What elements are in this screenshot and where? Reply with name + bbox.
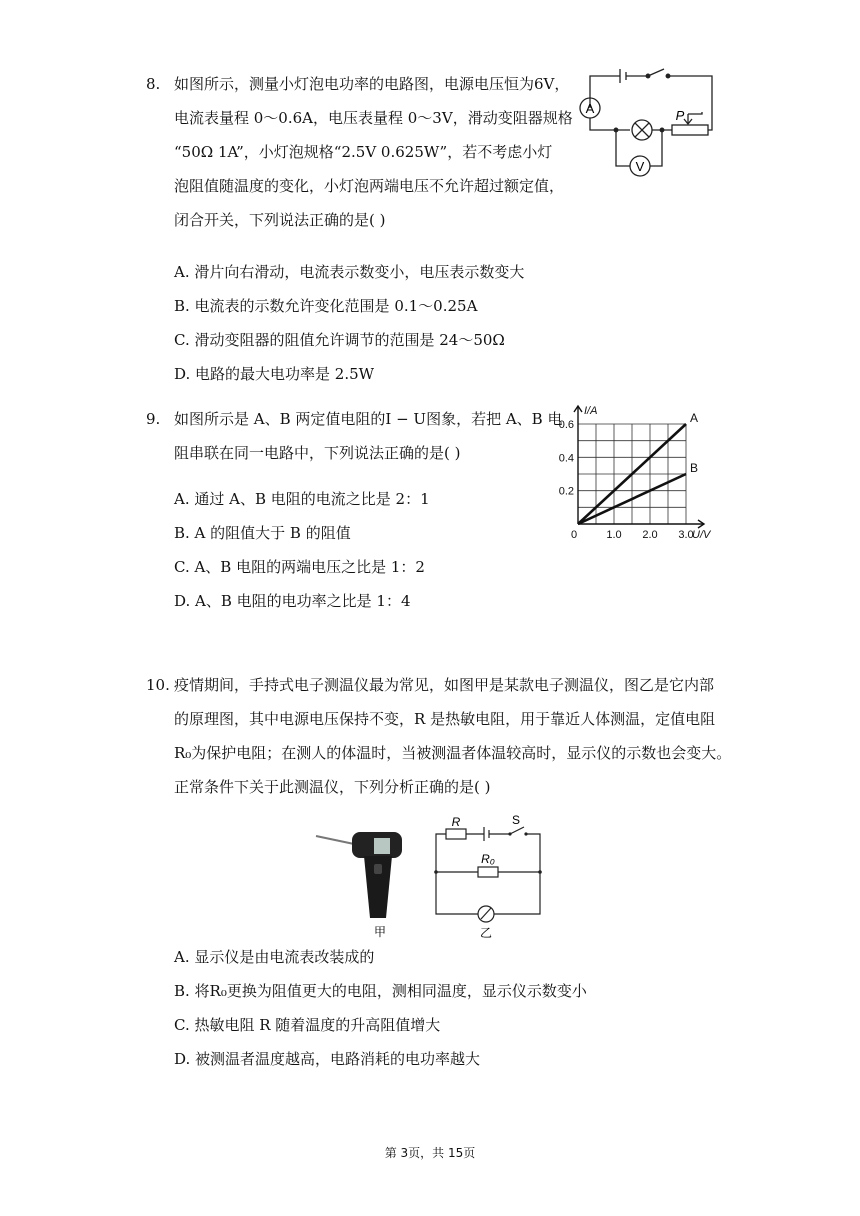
stem-line: “50Ω 1A”，小灯泡规格“2.5V 0.625W”，若不考虑小灯	[174, 143, 553, 161]
y-tick-label: 0.6	[558, 419, 574, 431]
series-label-b: B	[690, 461, 699, 475]
slider-label: P	[675, 108, 685, 123]
switch-s-label: S	[511, 813, 521, 827]
stem-line: 如图所示是 A、B 两定值电阻的I − U图象，若把 A、B 电	[174, 410, 563, 428]
voltmeter-label: V	[635, 159, 645, 174]
question-9	[146, 402, 566, 622]
stem-line: 电流表量程 0～0.6A，电压表量程 0～3V，滑动变阻器规格	[174, 109, 573, 127]
figure-jia-label: 甲	[373, 925, 387, 939]
stem-line: 如图所示，测量小灯泡电功率的电路图，电源电压恒为6V，	[174, 75, 570, 93]
y-tick-label: 0.4	[558, 452, 574, 465]
circuit-diagram-q10	[430, 812, 546, 942]
option-d: D. A、B 电阻的电功率之比是 1：4	[174, 592, 411, 610]
resistor-r-label: R	[451, 815, 461, 829]
stem-line: 的原理图，其中电源电压保持不变，R 是热敏电阻，用于靠近人体测温，定值电阻	[174, 710, 716, 728]
thermometer-figure	[312, 818, 422, 942]
option-b: B. 将R₀更换为阻值更大的电阻，测相同温度，显示仪示数变小	[174, 982, 587, 1000]
figure-yi-label: 乙	[479, 926, 493, 940]
stem-line: 泡阻值随温度的变化，小灯泡两端电压不允许超过额定值，	[174, 177, 565, 195]
question-8	[146, 67, 586, 387]
x-tick-label: 3.0	[678, 529, 694, 541]
option-c: C. 滑动变阻器的阻值允许调节的范围是 24～50Ω	[174, 331, 505, 349]
x-tick-label: 2.0	[642, 529, 658, 541]
page-footer: 第 3页，共 15页	[384, 1146, 476, 1160]
question-stem	[174, 402, 562, 470]
question-number: 9.	[146, 410, 161, 428]
option-d: D. 被测温者温度越高，电路消耗的电功率越大	[174, 1050, 481, 1068]
question-number: 10.	[146, 676, 170, 694]
x-tick-label: 1.0	[606, 529, 622, 541]
stem-line: 疫情期间，手持式电子测温仪最为常见，如图甲是某款电子测温仪，图乙是它内部	[174, 676, 715, 694]
stem-line: 正常条件下关于此测温仪，下列分析正确的是( )	[174, 778, 491, 796]
x-tick-label: 0	[570, 529, 578, 541]
stem-line: 阻串联在同一电路中，下列说法正确的是( )	[174, 444, 461, 462]
circuit-diagram-q8	[576, 64, 722, 184]
option-b: B. 电流表的示数允许变化范围是 0.1～0.25A	[174, 297, 478, 315]
option-c: C. 热敏电阻 R 随着温度的升高阻值增大	[174, 1016, 441, 1034]
option-d: D. 电路的最大电功率是 2.5W	[174, 365, 375, 383]
stem-line: 闭合开关，下列说法正确的是( )	[174, 211, 386, 229]
series-label-a: A	[690, 411, 699, 425]
option-a: A. 显示仪是由电流表改装成的	[174, 948, 375, 966]
question-stem	[174, 668, 731, 804]
option-c: C. A、B 电阻的两端电压之比是 1：2	[174, 558, 425, 576]
question-stem	[174, 67, 573, 237]
stem-line: R₀为保护电阻；在测人的体温时，当被测温者体温较高时，显示仪的示数也会变大。	[174, 744, 732, 762]
option-a: A. 滑片向右滑动，电流表示数变小，电压表示数变大	[174, 263, 525, 281]
x-axis-label: U/V	[692, 529, 711, 541]
y-tick-label: 0.2	[558, 485, 574, 498]
resistor-r0-label: R₀	[481, 852, 495, 866]
iu-graph-chart	[556, 396, 726, 542]
option-b: B. A 的阻值大于 B 的阻值	[174, 524, 351, 542]
ammeter-label: A	[585, 101, 595, 116]
y-axis-label: I/A	[584, 405, 598, 417]
question-number: 8.	[146, 75, 161, 93]
option-a: A. 通过 A、B 电阻的电流之比是 2：1	[174, 490, 430, 508]
